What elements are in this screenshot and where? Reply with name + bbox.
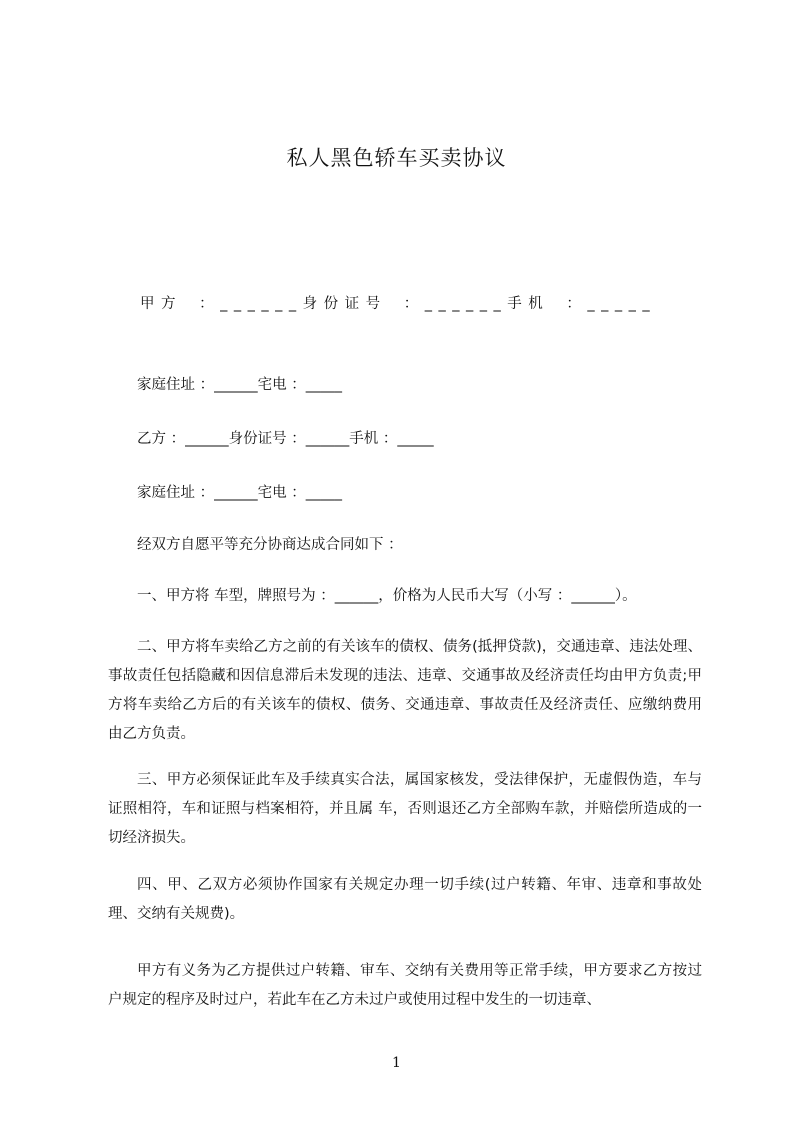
- clause-5: 甲方有义务为乙方提供过户转籍、审车、交纳有关费用等正常手续，甲方要求乙方按过户规定的程序及时过户，若此车在乙方未过户或使用过程中发生的一切违章、: [108, 963, 702, 1008]
- party-b-address: 家庭住址 ：______宅电 ：_____: [137, 485, 342, 501]
- party-b-line: 乙方 ：______身份证号 ：______手机 ：_____: [137, 431, 434, 447]
- clause-1: 一、甲方将 车型，牌照号为 ：______，价格为人民币大写（小写 ：______）。: [137, 588, 637, 604]
- party-a-address: 家庭住址 ：______宅电 ：_____: [137, 377, 342, 393]
- document-title: 私人黑色轿车买卖协议: [286, 146, 507, 170]
- clause-3: 三、甲方必须保证此车及手续真实合法，属国家核发，受法律保护，无虚假伪造，车与证照相符，车和证照与档案相符，并且属 车，否则退还乙方全部购车款，并赔偿所造成的一切经济损失。: [108, 772, 702, 846]
- party-a-line: 甲方 ：______身份证号 ：______手机 ：_____: [140, 296, 657, 312]
- clause-4: 四、甲、乙双方必须协作国家有关规定办理一切手续(过户转籍、年审、违章和事故处理、交纳有关规费)。: [108, 877, 702, 922]
- page-number: 1: [392, 1055, 401, 1071]
- clause-2: 二、甲方将车卖给乙方之前的有关该车的债权、债务(抵押贷款)，交通违章、违法处理、事故责任包括隐藏和因信息滞后未发现的违法、违章、交通事故及经济责任均由甲方负责;甲方将车卖给乙方后的有关该车的债权、债务、交通违章、事故责任及经济责任、应缴纳费用由乙方负责。: [108, 639, 702, 742]
- intro-paragraph: 经双方自愿平等充分协商达成合同如下 ：: [137, 537, 403, 553]
